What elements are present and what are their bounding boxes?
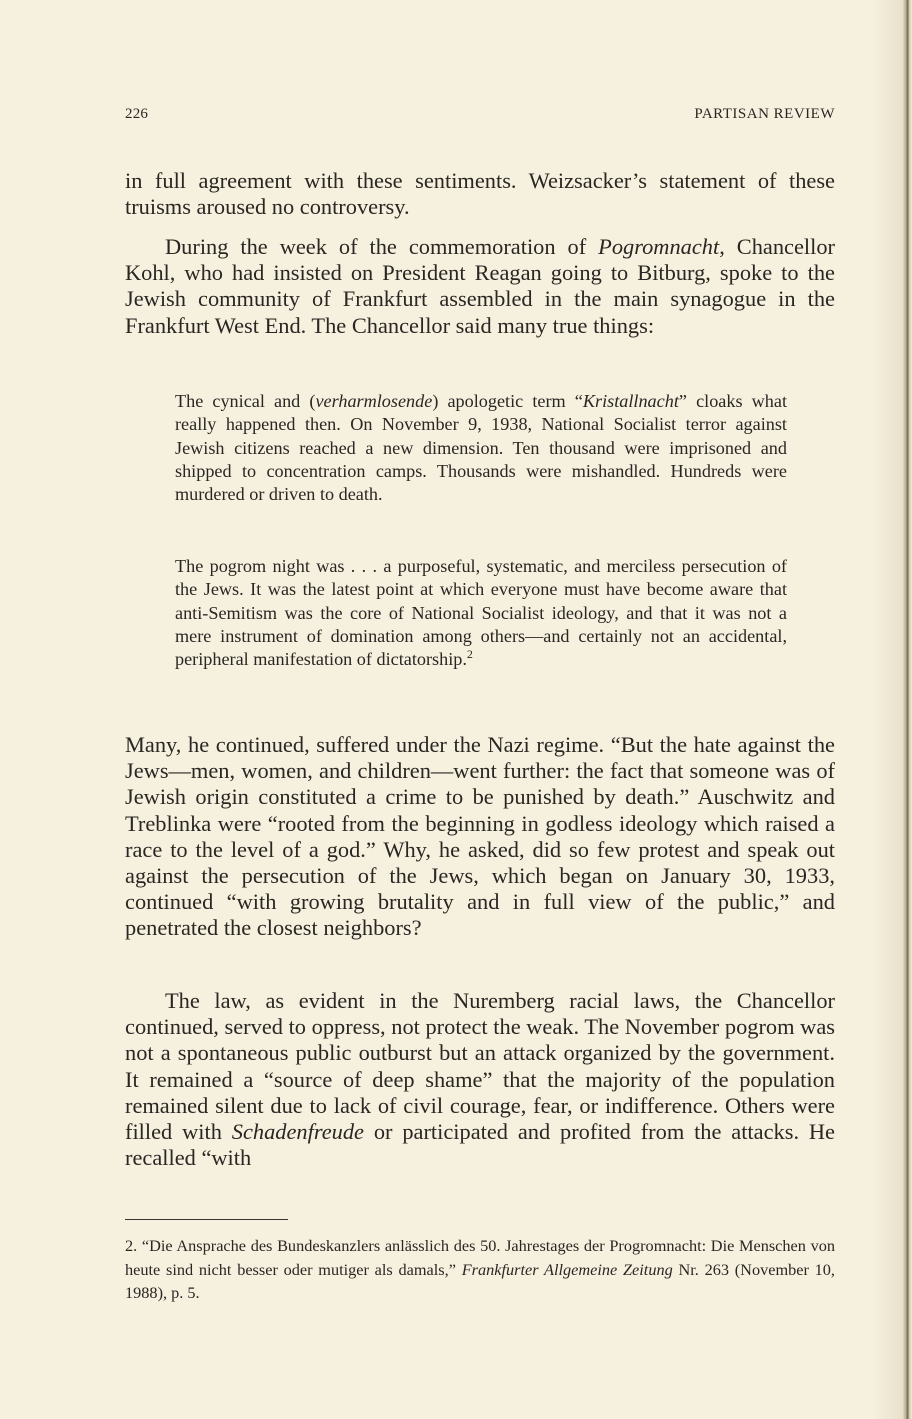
footnote-number: 2. bbox=[125, 1236, 138, 1255]
page-number: 226 bbox=[125, 106, 149, 122]
footnote-reference[interactable]: 2 bbox=[466, 647, 473, 662]
paragraph-continuation bbox=[125, 168, 835, 220]
paragraph-1: in full agreement with these sentiments. Weizsacker’s statement of these truisms aroused no controversy. bbox=[125, 168, 835, 220]
quote-paragraph-2: The pogrom night was . . . a purposeful, systematic, and merciless persecution of the Jews. It was the latest point at which everyone must have become aware that anti-Semitism was the core of National Socialist ideology, and that it was not a mere instrument of domination among others—and certainly not an accidental, peripheral manifestation of dictatorship.$^2$ bbox=[175, 556, 787, 670]
footnote bbox=[125, 1234, 835, 1305]
quote-paragraph-1: The cynical and (verharmlosende) apologetic term “Kristallnacht” cloaks what really happened then. On November 9, 1938, National Socialist terror against Jewish citizens reached a new dimension. Ten thousand were imprisoned and shipped to concentration camps. Thousands were mishandled. Hundreds were murdered or driven to death. bbox=[175, 391, 787, 505]
italic-term: Schadenfreude bbox=[231, 1119, 364, 1145]
italic-term: Pogromnacht bbox=[598, 234, 720, 259]
block-quote-2 bbox=[175, 555, 787, 671]
paragraph-4: The law, as evident in the Nuremberg racial laws, the Chancellor continued, served to oppress, not protect the weak. The November pogrom was not a spontaneous public outburst but an attack organized by the government. It remained a “source of deep shame” that the majority of the population remained silent due to lack of civil courage, fear, or indifference. Others were filled with Schadenfreude or participated and profited from the attacks. He recalled “with bbox=[125, 988, 835, 1171]
running-head bbox=[125, 106, 835, 123]
journal-title: PARTISAN REVIEW bbox=[694, 106, 835, 122]
footnote-divider bbox=[125, 1219, 288, 1220]
block-quote-1 bbox=[175, 390, 787, 506]
paragraph-2: During the week of the commemoration of Pogromnacht, Chancellor Kohl, who had insisted on President Reagan going to Bitburg, spoke to the Jewish community of Frankfurt assembled in the main synagogue in the Frankfurt West End. The Chancellor said many true things: bbox=[125, 234, 835, 338]
paragraph-kohl-intro bbox=[125, 234, 835, 339]
page-edge bbox=[902, 0, 912, 1419]
paragraph-many-suffered bbox=[125, 732, 835, 942]
publication-title: Frankfurter Allgemeine Zeitung bbox=[461, 1259, 673, 1279]
footnote-2: 2. “Die Ansprache des Bundeskanzlers anlässlich des 50. Jahrestages der Progromnacht: Die Menschen von heute sind nicht besser oder mutiger als damals,” Frankfurter Allgemeine Zeitung Nr. 263 (November 10, 1988), p. 5. bbox=[125, 1236, 835, 1303]
page-binding-shadow bbox=[872, 0, 902, 1419]
paragraph-the-law bbox=[125, 988, 835, 1171]
paragraph-3: Many, he continued, suffered under the Nazi regime. “But the hate against the Jews—men, women, and children—went further: the fact that someone was of Jewish origin constituted a crime to be punished by death.” Auschwitz and Treblinka were “rooted from the beginning in godless ideology which raised a race to the level of a god.” Why, he asked, did so few protest and speak out against the persecution of the Jews, which began on January 30, 1933, continued “with growing brutality and in full view of the public,” and penetrated the closest neighbors? bbox=[125, 732, 835, 941]
